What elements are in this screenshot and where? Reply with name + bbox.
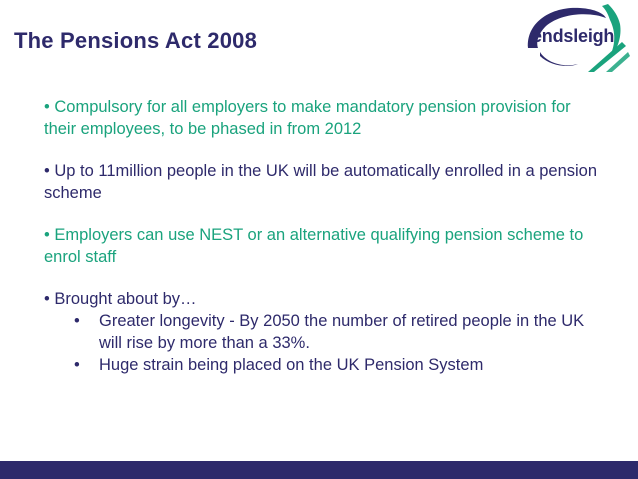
bullet-list	[44, 96, 604, 376]
sub-bullet-longevity	[44, 310, 604, 354]
sub-bullet-marker: •	[74, 356, 80, 374]
sub-bullet-strain	[44, 354, 604, 376]
sub-bullet-list	[44, 310, 604, 376]
bullet-auto-enrolment: • Up to 11million people in the UK will be automatically enrolled in a pension scheme	[44, 162, 598, 202]
bullet-nest: • Employers can use NEST or an alternative qualifying pension scheme to enrol staff	[44, 226, 584, 266]
sub-bullet-text: Huge strain being placed on the UK Pension System	[99, 356, 484, 374]
sub-bullet-text: Greater longevity - By 2050 the number of retired people in the UK will rise by more than a 33%.	[99, 312, 585, 352]
bullet-compulsory: • Compulsory for all employers to make mandatory pension provision for their employees, to be phased in from 2012	[44, 98, 571, 138]
sub-bullet-marker: •	[74, 312, 80, 330]
bullet-brought-about	[44, 288, 604, 376]
bullet-brought-about-heading: • Brought about by…	[44, 290, 197, 308]
logo-wordmark: endsleigh	[532, 26, 615, 46]
endsleigh-logo	[522, 2, 630, 74]
footer-bar	[0, 461, 638, 479]
page-title: The Pensions Act 2008	[14, 28, 258, 53]
